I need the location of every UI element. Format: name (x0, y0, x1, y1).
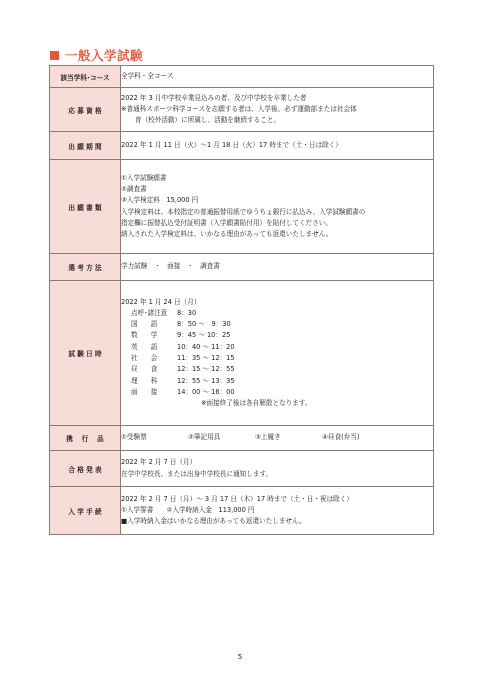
row-exam-date (50, 281, 434, 426)
schedule-row (121, 330, 433, 341)
row-selection (50, 254, 434, 281)
value-result (121, 451, 434, 487)
schedule-time: 12：55 ～ 13：35 (177, 376, 235, 385)
label-belongings: 携 行 品 (50, 426, 121, 451)
doc-line-5: 指定欄に振替払込受付証明書（入学願書貼付用）を貼付してください。 (121, 218, 332, 227)
schedule-time: 14：00 ～ 16：00 (177, 387, 235, 396)
value-course: 全学科・全コース (121, 66, 434, 88)
value-qualification (121, 88, 434, 132)
belongings-item: ④昼食(弁当) (322, 433, 360, 442)
procedure-note: ■入学時納入金はいかなる理由があっても返還いたしません。 (121, 517, 306, 526)
procedure-fees: ①入学誓書 ②入学時納入金 113,000 円 (121, 505, 255, 514)
value-procedure (121, 487, 434, 535)
row-belongings (50, 426, 434, 451)
schedule-time: 8：30 (177, 308, 197, 317)
label-selection: 選 考 方 法 (50, 254, 121, 281)
label-period: 出 願 期 間 (50, 132, 121, 160)
belongings-item: ①受験票 (121, 433, 147, 442)
schedule-subject: 点呼･諸注意 (131, 308, 168, 317)
doc-line-4: 入学検定料は、本校指定の普通振替用紙でゆうちょ銀行に払込み、入学試験願書の (121, 207, 366, 216)
belongings-item: ②筆記用具 (188, 433, 221, 442)
schedule-subject: 英 語 (131, 342, 158, 351)
schedule-row (121, 376, 433, 387)
qual-line-2: ※普通科スポーツ科学コースを志願する者は、入学後、必ず運動部または社会体 (121, 104, 357, 113)
schedule-row (121, 353, 433, 364)
schedule-subject: 面 接 (131, 387, 158, 396)
schedule-time: 9：45 ～ 10：25 (177, 331, 231, 340)
schedule-subject: 数 学 (131, 331, 158, 340)
row-procedure (50, 487, 434, 535)
label-course: 該当学科･コース (50, 66, 121, 88)
belongings-item: ③上履き (255, 433, 281, 442)
exam-date: 2022 年 1 月 24 日（月） (121, 297, 201, 306)
row-documents (50, 160, 434, 254)
value-selection: 学力試験 ・ 面接 ・ 調査書 (121, 254, 434, 281)
schedule-time: 10：40 ～ 11：20 (177, 342, 235, 351)
schedule-time: 12：15 ～ 12：55 (177, 365, 235, 374)
doc-line-2: ②調査書 (121, 184, 147, 193)
schedule-time: 11：35 ～ 12：15 (177, 354, 235, 362)
value-period: 2022 年 1 月 11 日（火）～1 月 18 日（火）17 時まで（土・日は除く） (121, 132, 434, 160)
schedule-subject: 理 科 (131, 376, 158, 385)
section-title (50, 46, 143, 64)
belongings-list (121, 432, 433, 443)
value-exam-date (121, 281, 434, 426)
qual-line-3: 育（校外活動）に所属し、活動を継続すること。 (135, 116, 281, 125)
result-text: 在学中学校長、または出身中学校長に通知します。 (121, 469, 273, 478)
row-qualification (50, 88, 434, 132)
result-date: 2022 年 2 月 7 日（月） (121, 458, 197, 467)
schedule-subject: 国 語 (131, 320, 158, 329)
doc-line-3: ③入学検定料 15,000 円 (121, 196, 199, 205)
schedule-row (121, 342, 433, 353)
schedule-row (121, 308, 433, 319)
schedule-row (121, 387, 433, 398)
exam-note: ※面接終了後は各自解散となります。 (201, 399, 312, 408)
doc-line-6: 納入された入学検定料は、いかなる理由があっても返還いたしません。 (121, 230, 333, 239)
page-number: 5 (237, 653, 243, 661)
schedule-subject: 社 会 (131, 354, 158, 362)
label-exam-date: 試 験 日 時 (50, 281, 121, 426)
row-period (50, 132, 434, 160)
admission-table (49, 65, 434, 535)
label-procedure: 入 学 手 続 (50, 487, 121, 535)
title-text: 一般入学試験 (65, 48, 144, 63)
schedule-time: 8：50 ～ 9：30 (177, 320, 231, 329)
schedule-subject: 昼 食 (131, 365, 158, 374)
label-documents: 出 願 書 類 (50, 160, 121, 254)
row-result (50, 451, 434, 487)
label-qualification: 応 募 資 格 (50, 88, 121, 132)
value-documents (121, 160, 434, 254)
schedule-row (121, 364, 433, 375)
qual-line-1: 2022 年 3 月中学校卒業見込みの者、及び中学校を卒業した者 (121, 93, 307, 102)
schedule-row (121, 319, 433, 330)
label-result: 合 格 発 表 (50, 451, 121, 487)
row-course (50, 66, 434, 88)
value-belongings (121, 426, 434, 451)
title-square-icon (50, 51, 59, 60)
procedure-date: 2022 年 2 月 7 日（月）～ 3 月 17 日（木）17 時まで（土・日・祝は除く） (121, 494, 353, 503)
doc-line-1: ①入学試験願書 (121, 173, 167, 182)
